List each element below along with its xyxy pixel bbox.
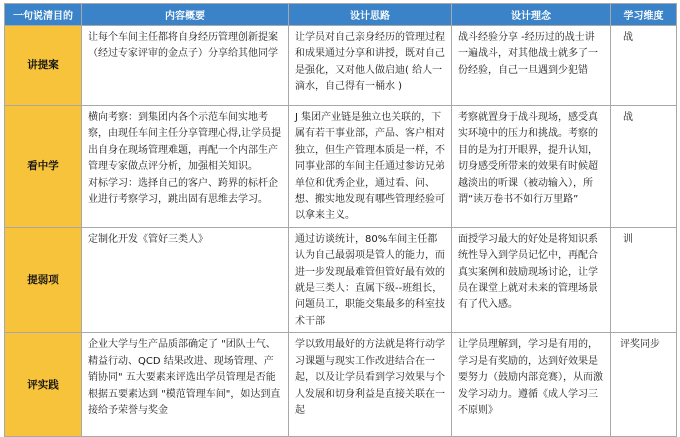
row-dimension: 战: [611, 106, 677, 228]
row-philosophy: 战斗经验分享 -经历过的战士讲一遍战斗，对其他战士就多了一份经验，自己一旦遇到少犯错: [452, 26, 611, 106]
row-content: 定制化开发《管好三类人》: [82, 227, 289, 332]
row-approach: 让学员对自己亲身经历的管理过程和成果通过分享和讲授，既对自己是强化，又对他人做启迪( 给人一滴水，自己得有一桶水 ): [289, 26, 452, 106]
table-row: [5, 333, 677, 437]
header-purpose: 一句说清目的: [5, 4, 82, 26]
row-content: 企业大学与生产品质部确定了 "团队士气、精益行动、QCD 结果改进、现场管理、产销协同" 五大要素来评选出学员管理是否能根据五要素达到 "模范管理车间"，如达到直接给予荣誉与奖金: [82, 333, 289, 437]
row-theme: 看中学: [5, 106, 82, 228]
row-content: 让每个车间主任都将自身经历管理创新提案（经过专家评审的金点子）分享给其他同学: [82, 26, 289, 106]
row-dimension: 训: [611, 227, 677, 332]
row-approach: 学以致用最好的方法就是将行动学习课题与现实工作改进结合在一起，以及让学员看到学习效果与个人发展和切身利益是直接关联在一起: [289, 333, 452, 437]
row-dimension: 评奖同步: [611, 333, 677, 437]
header-design-approach: 设计思路: [289, 4, 452, 26]
row-philosophy: 考察就置身于战斗现场，感受真实环境中的压力和挑战。考察的目的是为打开眼界，提升认知，切身感受所带来的效果有时候超越淡出的听课（被动输入），所谓“读万卷书不如行万里路”: [452, 106, 611, 228]
row-content: [82, 106, 289, 228]
row-dimension: 战: [611, 26, 677, 106]
header-learning-dimension: 学习维度: [611, 4, 677, 26]
header-design-philosophy: 设计理念: [452, 4, 611, 26]
course-design-table: [4, 3, 677, 437]
row-approach: J 集团产业链是独立也关联的，下属有若干事业部，产品、客户相对独立，但生产管理本质是一样，不同事业部的车间主任通过参访兄弟单位和优秀企业，通过看、问、想、搬实地发现有哪些管理经验可以拿来主义。: [289, 106, 452, 228]
table-row: [5, 227, 677, 332]
row-philosophy: 面授学习最大的好处是将知识系统性导入到学员记忆中，再配合真实案例和鼓励现场讨论，让学员在课堂上就对未来的管理场景有了代入感。: [452, 227, 611, 332]
row-theme: 讲提案: [5, 26, 82, 106]
row-theme: 提弱项: [5, 227, 82, 332]
row-philosophy: 让学员理解到，学习是有用的，学习是有奖励的，达到好效果是要努力（鼓励内部竞赛），从而激发学习动力。遵循《成人学习三不原则》: [452, 333, 611, 437]
table-row: [5, 26, 677, 106]
row-content-paragraph: 横向考察：到集团内各个示范车间实地考察，由现任车间主任分享管理心得,让学员提出自身在现场管理难题，再配一个内部生产管理专家做点评分析，加强相关知识。 对标学习：选择自己的客户、跨界的标杆企业进行考察学习，跳出固有思维去学习。: [88, 112, 282, 206]
table-header-row: [5, 4, 677, 26]
table-row: [5, 106, 677, 228]
row-theme: 评实践: [5, 333, 82, 437]
row-approach: 通过访谈统计，80%车间主任都认为自己最弱项是管人的能力，而进一步发现最难管但管好最有效的就是三类人：直属下级--班组长，问题员工，职能交集最多的科室技术干部: [289, 227, 452, 332]
header-content-summary: 内容概要: [82, 4, 289, 26]
